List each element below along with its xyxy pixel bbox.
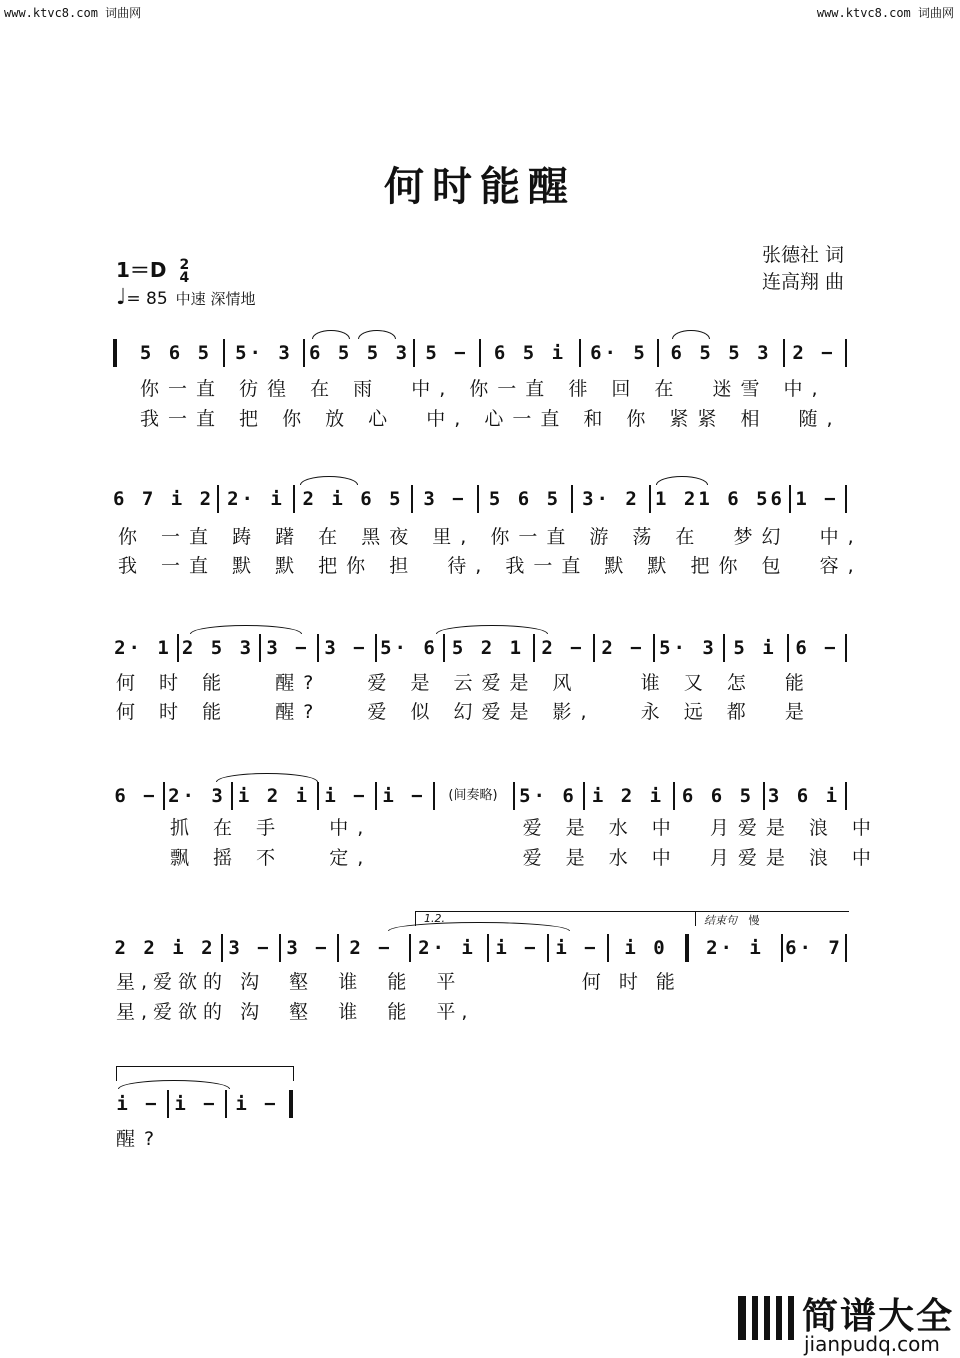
repeat-end-bar xyxy=(685,934,689,962)
barline xyxy=(477,485,479,513)
staff-row-3 xyxy=(113,632,848,664)
barline xyxy=(303,339,305,367)
barline xyxy=(845,782,847,810)
barline xyxy=(317,782,319,810)
measure: 3· 2 xyxy=(582,488,640,510)
repeat-start-bar xyxy=(113,339,117,367)
measure: i 2 i xyxy=(591,785,665,807)
barline xyxy=(409,934,411,962)
barline xyxy=(593,634,595,662)
barline xyxy=(279,934,281,962)
measure: 3 − xyxy=(286,937,330,959)
lyric-line: 你一直 彷徨 在 雨 中, 你一直 徘 回 在 迷雪 中, xyxy=(140,378,827,400)
logo-url: jianpudq.com xyxy=(804,1332,940,1356)
staff-row-5 xyxy=(113,932,848,964)
measure: 5· 6 xyxy=(380,637,438,659)
measure: i − xyxy=(116,1093,160,1115)
measure: i − xyxy=(495,937,539,959)
measure: 6 6 5 xyxy=(681,785,755,807)
barline xyxy=(845,485,847,513)
lyric-line: 星,爱欲的 沟 壑 谁 能 平, xyxy=(116,1001,474,1023)
measure: 2· i xyxy=(418,937,476,959)
song-title: 何时能醒 xyxy=(384,164,576,210)
measure: 5· 3 xyxy=(235,342,293,364)
barline xyxy=(649,485,651,513)
interlude-note: (间奏略) xyxy=(448,788,498,803)
measure: 1 21 6 56 xyxy=(655,488,785,510)
barline xyxy=(787,634,789,662)
barline xyxy=(217,485,219,513)
barline xyxy=(723,634,725,662)
final-bracket xyxy=(116,1066,294,1081)
measure: 5 − xyxy=(425,342,469,364)
barline xyxy=(223,339,225,367)
measure: 6 − xyxy=(114,785,158,807)
measure: 3 6 i xyxy=(767,785,841,807)
measure: 6· 7 xyxy=(785,937,843,959)
site-logo xyxy=(738,1290,960,1358)
barline xyxy=(259,634,261,662)
measure: 5 6 5 xyxy=(488,488,562,510)
barline xyxy=(231,782,233,810)
quarter-note-icon: ♩ xyxy=(116,285,127,310)
barline xyxy=(579,339,581,367)
measure: 6 5 i xyxy=(493,342,567,364)
staff-row-4 xyxy=(113,780,848,812)
piano-keys-icon xyxy=(738,1296,794,1340)
key-signature xyxy=(116,254,189,285)
lyric-line: 抓 在 手 中, 爱 是 水 中 月爱是 浪 中 xyxy=(170,817,880,839)
slur xyxy=(118,1080,230,1089)
measure: 6 7 i 2 xyxy=(113,488,215,510)
measure: 2· 1 xyxy=(114,637,172,659)
barline xyxy=(221,934,223,962)
tempo-mark xyxy=(116,285,255,310)
measure: 2 − xyxy=(349,937,393,959)
measure: 5 i xyxy=(733,637,777,659)
measure: 6 5 5 3 xyxy=(309,342,411,364)
measure: 2 − xyxy=(601,637,645,659)
barline xyxy=(763,782,765,810)
barline xyxy=(789,485,791,513)
measure: 2 5 3 xyxy=(181,637,255,659)
slur xyxy=(312,330,350,339)
measure: 5· 6 xyxy=(519,785,577,807)
barline xyxy=(293,485,295,513)
lyric-line: 你 一直 踌 躇 在 黑夜 里, 你一直 游 荡 在 梦幻 中, xyxy=(118,526,863,548)
slur xyxy=(300,476,358,485)
lyric-line: 我 一直 默 默 把你 担 待, 我一直 默 默 把你 包 容, xyxy=(118,555,863,577)
barline xyxy=(411,485,413,513)
site-header-right: www.ktvc8.com 词曲网 xyxy=(816,6,954,20)
key-label: 1＝D xyxy=(116,258,167,282)
slur xyxy=(436,625,548,634)
measure: i − xyxy=(235,1093,279,1115)
barline xyxy=(163,782,165,810)
barline xyxy=(337,934,339,962)
lyric-line: 飘 摇 不 定, 爱 是 水 中 月爱是 浪 中 xyxy=(170,847,880,869)
measure: 5 2 1 xyxy=(451,637,525,659)
barline xyxy=(783,339,785,367)
measure: i 2 i xyxy=(237,785,311,807)
barline xyxy=(533,634,535,662)
measure: i − xyxy=(174,1093,218,1115)
tempo-value: = 85 xyxy=(126,289,168,309)
measure: 2· 3 xyxy=(168,785,226,807)
barline xyxy=(443,634,445,662)
slur xyxy=(672,330,710,339)
staff-row-1 xyxy=(113,337,848,369)
tempo-desc: 中速 深情地 xyxy=(175,290,256,308)
lyric-line: 何 时 能 醒? 爱 似 幻爱是 影, 永 远 都 是 xyxy=(116,701,813,723)
barline xyxy=(375,782,377,810)
barline xyxy=(657,339,659,367)
lyric-line: 何 时 能 醒? 爱 是 云爱是 风 谁 又 怎 能 xyxy=(116,672,813,694)
barline xyxy=(571,485,573,513)
barline xyxy=(177,634,179,662)
lyric-line: 醒? xyxy=(116,1128,164,1150)
barline xyxy=(845,339,847,367)
barline xyxy=(653,634,655,662)
measure: 5· 3 xyxy=(659,637,717,659)
barline xyxy=(673,782,675,810)
measure: 2· i xyxy=(706,937,764,959)
slur xyxy=(358,330,396,339)
barline xyxy=(845,634,847,662)
barline xyxy=(167,1090,169,1118)
barline xyxy=(845,934,847,962)
barline xyxy=(375,634,377,662)
barline xyxy=(317,634,319,662)
barline xyxy=(781,934,783,962)
measure: 3 − xyxy=(423,488,467,510)
measure: i − xyxy=(382,785,426,807)
logo-name: 简谱大全 xyxy=(802,1296,955,1337)
measure: 6 5 5 3 xyxy=(670,342,772,364)
measure: 2 2 i 2 xyxy=(114,937,216,959)
measure: 2 − xyxy=(541,637,585,659)
measure: i − xyxy=(555,937,599,959)
composer: 连高翔 曲 xyxy=(761,271,844,293)
slur xyxy=(656,476,708,485)
lyric-line: 星,爱欲的 沟 壑 谁 能 平 何 时 能 xyxy=(116,971,681,993)
time-sig-bottom: 4 xyxy=(179,269,190,286)
volta-ending xyxy=(695,911,849,926)
measure: 3 − xyxy=(266,637,310,659)
measure: 3 − xyxy=(228,937,272,959)
measure: 3 − xyxy=(324,637,368,659)
credits xyxy=(762,242,844,296)
measure: 5 6 5 xyxy=(139,342,213,364)
time-signature xyxy=(179,256,190,286)
barline xyxy=(583,782,585,810)
measure: 1 − xyxy=(795,488,839,510)
site-header-left: www.ktvc8.com 词曲网 xyxy=(4,6,142,20)
repeat-end-bar xyxy=(289,1090,293,1118)
measure: i 0 xyxy=(624,937,668,959)
staff-row-2 xyxy=(113,483,848,515)
barline xyxy=(607,934,609,962)
measure: 6· 5 xyxy=(590,342,648,364)
barline xyxy=(487,934,489,962)
time-sig-top: 2 xyxy=(179,256,190,273)
measure: 6 − xyxy=(795,637,839,659)
lyricist: 张德社 词 xyxy=(761,244,844,266)
measure: 2 i 6 5 xyxy=(302,488,404,510)
slur xyxy=(190,625,302,634)
slur xyxy=(216,773,318,782)
barline xyxy=(547,934,549,962)
tempo-slow: 慢 xyxy=(748,914,760,927)
barline xyxy=(513,782,515,810)
measure: i − xyxy=(324,785,368,807)
barline xyxy=(225,1090,227,1118)
measure: 2· i xyxy=(227,488,285,510)
volta-first-ending: 1.2. xyxy=(415,911,696,926)
barline xyxy=(413,339,415,367)
barline xyxy=(433,782,435,810)
barline xyxy=(479,339,481,367)
lyric-line: 我一直 把 你 放 心 中, 心一直 和 你 紧紧 相 随, xyxy=(140,408,842,430)
ending-label: 结束句 xyxy=(704,914,737,927)
staff-row-6 xyxy=(113,1088,848,1120)
measure: 2 − xyxy=(792,342,836,364)
